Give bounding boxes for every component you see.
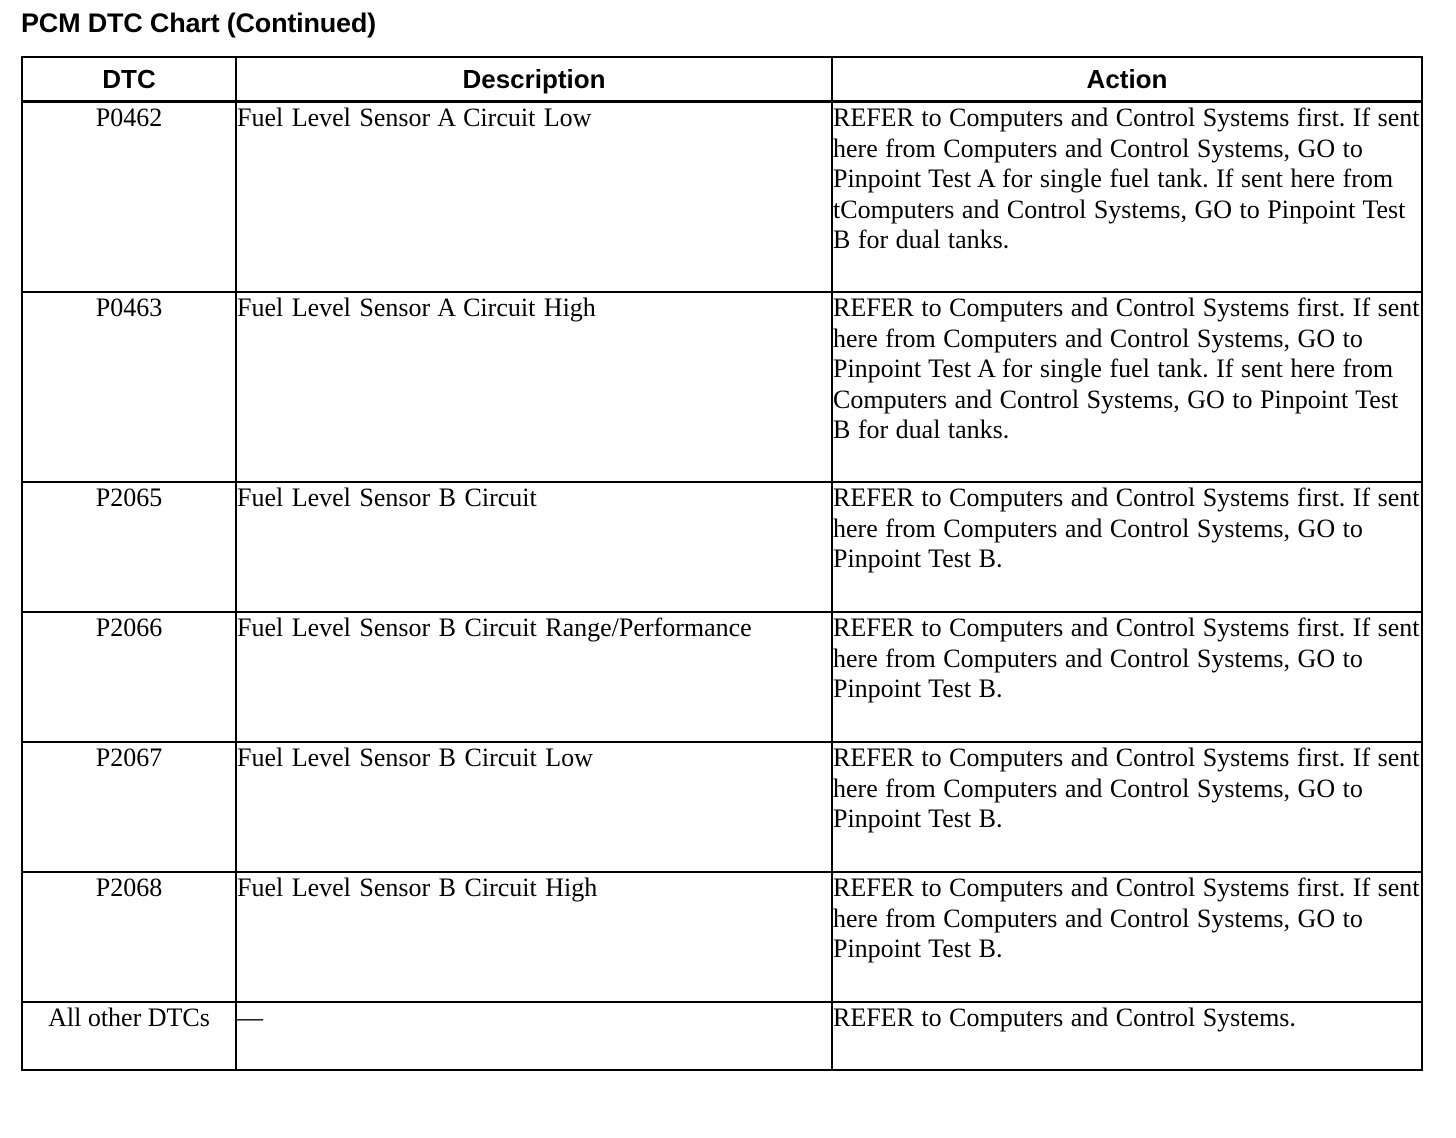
dtc-description: Fuel Level Sensor B Circuit Low: [236, 742, 832, 872]
header-dtc: DTC: [22, 57, 236, 102]
header-action: Action: [832, 57, 1422, 102]
dtc-action: REFER to Computers and Control Systems first. If sent here from Computers and Control Systems, GO to Pinpoint Test A for single fuel tank. If sent here from Computers and Control Systems, GO to Pinpoint Test B for dual tanks.: [832, 292, 1422, 482]
dtc-description: Fuel Level Sensor B Circuit: [236, 482, 832, 612]
dtc-code: P2065: [22, 482, 236, 612]
table-header-row: [22, 57, 1422, 102]
dtc-action: REFER to Computers and Control Systems first. If sent here from Computers and Control Systems, GO to Pinpoint Test B.: [832, 612, 1422, 742]
table-row: [22, 612, 1422, 742]
table-row: [22, 742, 1422, 872]
dtc-chart-table: [21, 56, 1423, 1071]
dtc-code: P2067: [22, 742, 236, 872]
dtc-code: P0462: [22, 102, 236, 293]
dtc-code: P2066: [22, 612, 236, 742]
table-row: [22, 482, 1422, 612]
table-row: [22, 872, 1422, 1002]
dtc-description: Fuel Level Sensor B Circuit Range/Performance: [236, 612, 832, 742]
table-row: [22, 1002, 1422, 1070]
dtc-action: REFER to Computers and Control Systems first. If sent here from Computers and Control Systems, GO to Pinpoint Test A for single fuel tank. If sent here from tComputers and Control Systems, GO to Pinpoint Test B for dual tanks.: [832, 102, 1422, 293]
dtc-action: REFER to Computers and Control Systems first. If sent here from Computers and Control Systems, GO to Pinpoint Test B.: [832, 872, 1422, 1002]
header-description: Description: [236, 57, 832, 102]
dtc-code: All other DTCs: [22, 1002, 236, 1070]
dtc-action: REFER to Computers and Control Systems first. If sent here from Computers and Control Systems, GO to Pinpoint Test B.: [832, 482, 1422, 612]
table-row: [22, 292, 1422, 482]
page-title: PCM DTC Chart (Continued): [21, 8, 376, 38]
dtc-action: REFER to Computers and Control Systems first. If sent here from Computers and Control Systems, GO to Pinpoint Test B.: [832, 742, 1422, 872]
dtc-description: Fuel Level Sensor A Circuit High: [236, 292, 832, 482]
dtc-description: Fuel Level Sensor B Circuit High: [236, 872, 832, 1002]
dtc-action: REFER to Computers and Control Systems.: [832, 1002, 1422, 1070]
dtc-description: —: [236, 1002, 832, 1070]
dtc-code: P0463: [22, 292, 236, 482]
dtc-description: Fuel Level Sensor A Circuit Low: [236, 102, 832, 293]
table-row: [22, 102, 1422, 293]
dtc-code: P2068: [22, 872, 236, 1002]
